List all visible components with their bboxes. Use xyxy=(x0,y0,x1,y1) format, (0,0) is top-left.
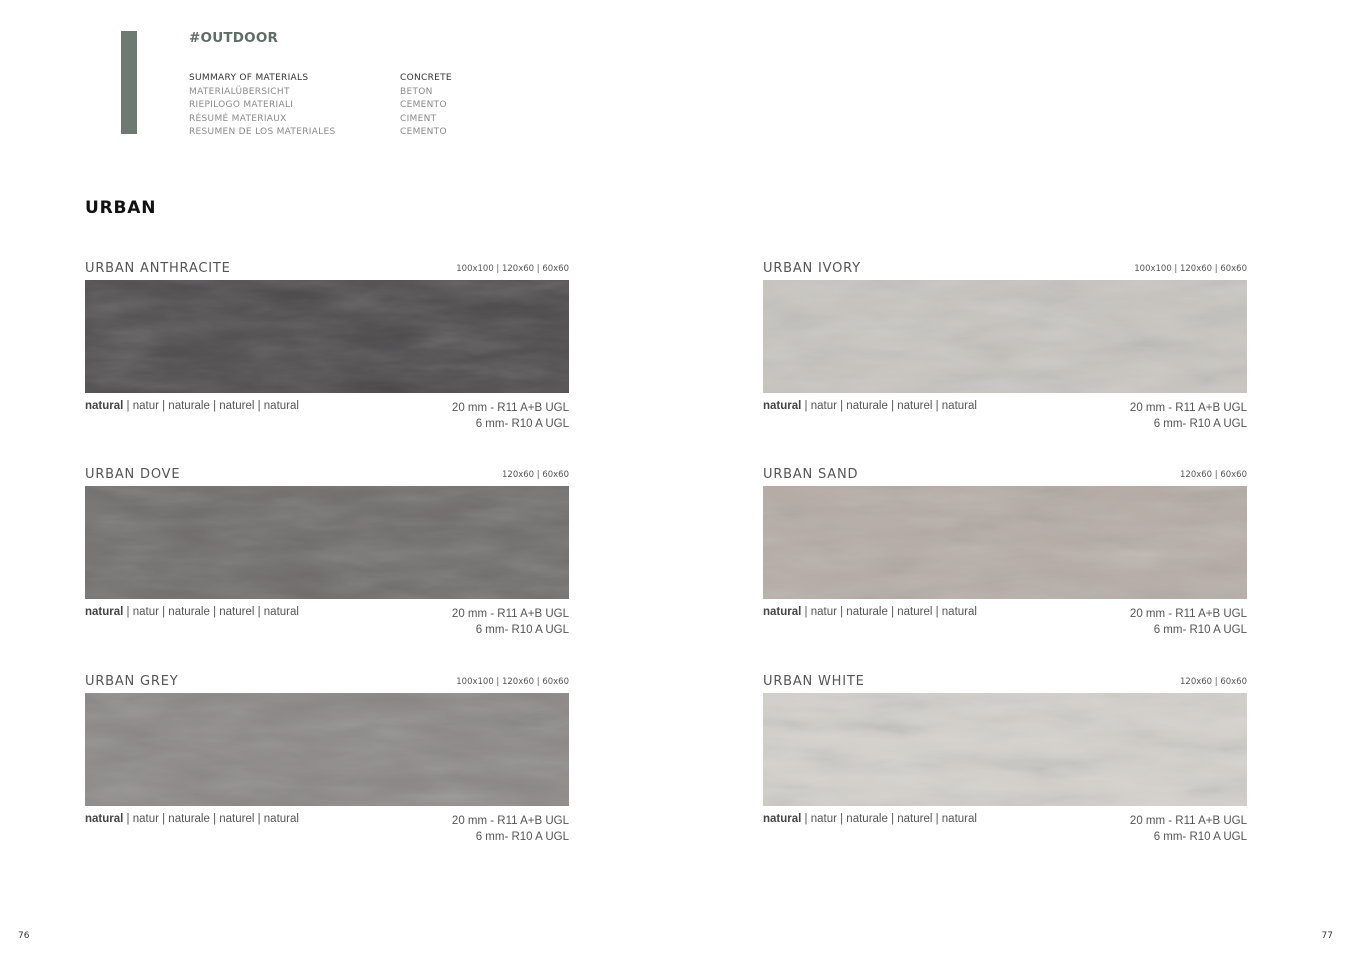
tile-name: URBAN SAND xyxy=(763,467,859,482)
spec-line: 20 mm - R11 A+B UGL xyxy=(451,402,569,414)
summary-label: MATERIALÜBERSICHT xyxy=(189,86,290,97)
concrete-texture xyxy=(85,693,569,806)
summary-values xyxy=(400,72,452,140)
concrete-texture xyxy=(763,693,1247,806)
tile-finish xyxy=(85,400,299,412)
finish-bold: natural xyxy=(763,813,802,825)
summary-label: RÉSUMÉ MATERIAUX xyxy=(189,113,287,124)
summary-label: SUMMARY OF MATERIALS xyxy=(189,73,309,83)
finish-rest: | natur | naturale | naturel | natural xyxy=(801,813,977,825)
tile-finish xyxy=(763,813,977,825)
concrete-texture xyxy=(763,280,1247,393)
tile-swatch xyxy=(763,486,1247,599)
spec-line: 6 mm- R10 A UGL xyxy=(475,624,569,636)
tile-sizes: 120x60 | 60x60 xyxy=(1180,677,1247,687)
tile-sizes: 100x100 | 120x60 | 60x60 xyxy=(1134,264,1247,274)
finish-rest: | natur | naturale | naturel | natural xyxy=(123,606,299,618)
tile-name: URBAN IVORY xyxy=(763,261,861,276)
summary-label: RIEPILOGO MATERIALI xyxy=(189,100,294,111)
tile-finish xyxy=(85,813,299,825)
spec-line: 6 mm- R10 A UGL xyxy=(475,831,569,843)
tile-spec xyxy=(1130,400,1247,432)
finish-bold: natural xyxy=(85,400,124,412)
spec-line: 6 mm- R10 A UGL xyxy=(1153,831,1247,843)
tile-sizes: 100x100 | 120x60 | 60x60 xyxy=(456,264,569,274)
tile-sizes: 120x60 | 60x60 xyxy=(1180,470,1247,480)
summary-labels xyxy=(189,72,336,140)
summary-value: CIMENT xyxy=(400,113,437,124)
finish-bold: natural xyxy=(763,606,802,618)
tile-spec xyxy=(452,606,569,638)
tile-swatch xyxy=(85,486,569,599)
summary-label: RESUMEN DE LOS MATERIALES xyxy=(189,127,336,138)
finish-rest: | natur | naturale | naturel | natural xyxy=(801,606,977,618)
tile-swatch xyxy=(85,280,569,393)
tile-spec xyxy=(1130,606,1247,638)
concrete-texture xyxy=(85,486,569,599)
accent-bar xyxy=(121,31,137,134)
spec-line: 6 mm- R10 A UGL xyxy=(1153,624,1247,636)
finish-rest: | natur | naturale | naturel | natural xyxy=(801,400,977,412)
summary-value: CEMENTO xyxy=(400,127,447,138)
tile-finish xyxy=(763,400,977,412)
finish-rest: | natur | naturale | naturel | natural xyxy=(123,813,299,825)
spec-line: 20 mm - R11 A+B UGL xyxy=(451,815,569,827)
summary-value: CONCRETE xyxy=(400,73,452,83)
finish-bold: natural xyxy=(85,606,124,618)
spec-line: 20 mm - R11 A+B UGL xyxy=(1129,815,1247,827)
tile-swatch xyxy=(85,693,569,806)
spec-line: 20 mm - R11 A+B UGL xyxy=(1129,402,1247,414)
tile-name: URBAN DOVE xyxy=(85,467,181,482)
tile-sizes: 120x60 | 60x60 xyxy=(502,470,569,480)
spec-line: 6 mm- R10 A UGL xyxy=(475,418,569,430)
tile-spec xyxy=(1130,813,1247,845)
tile-name: URBAN ANTHRACITE xyxy=(85,261,231,276)
finish-bold: natural xyxy=(763,400,802,412)
section-title: URBAN xyxy=(85,198,157,218)
category-tag: #OUTDOOR xyxy=(189,30,279,46)
spec-line: 20 mm - R11 A+B UGL xyxy=(1129,608,1247,620)
tile-spec xyxy=(452,813,569,845)
tile-swatch xyxy=(763,280,1247,393)
spec-line: 6 mm- R10 A UGL xyxy=(1153,418,1247,430)
summary-value: BETON xyxy=(400,86,433,97)
concrete-texture xyxy=(85,280,569,393)
tile-finish xyxy=(85,606,299,618)
concrete-texture xyxy=(763,486,1247,599)
summary-value: CEMENTO xyxy=(400,100,447,111)
page-number-left: 76 xyxy=(18,931,30,941)
tile-name: URBAN WHITE xyxy=(763,674,865,689)
spec-line: 20 mm - R11 A+B UGL xyxy=(451,608,569,620)
tile-spec xyxy=(452,400,569,432)
tile-sizes: 100x100 | 120x60 | 60x60 xyxy=(456,677,569,687)
page-number-right: 77 xyxy=(1321,931,1333,941)
finish-bold: natural xyxy=(85,813,124,825)
tile-name: URBAN GREY xyxy=(85,674,179,689)
tile-swatch xyxy=(763,693,1247,806)
finish-rest: | natur | naturale | naturel | natural xyxy=(123,400,299,412)
tile-finish xyxy=(763,606,977,618)
